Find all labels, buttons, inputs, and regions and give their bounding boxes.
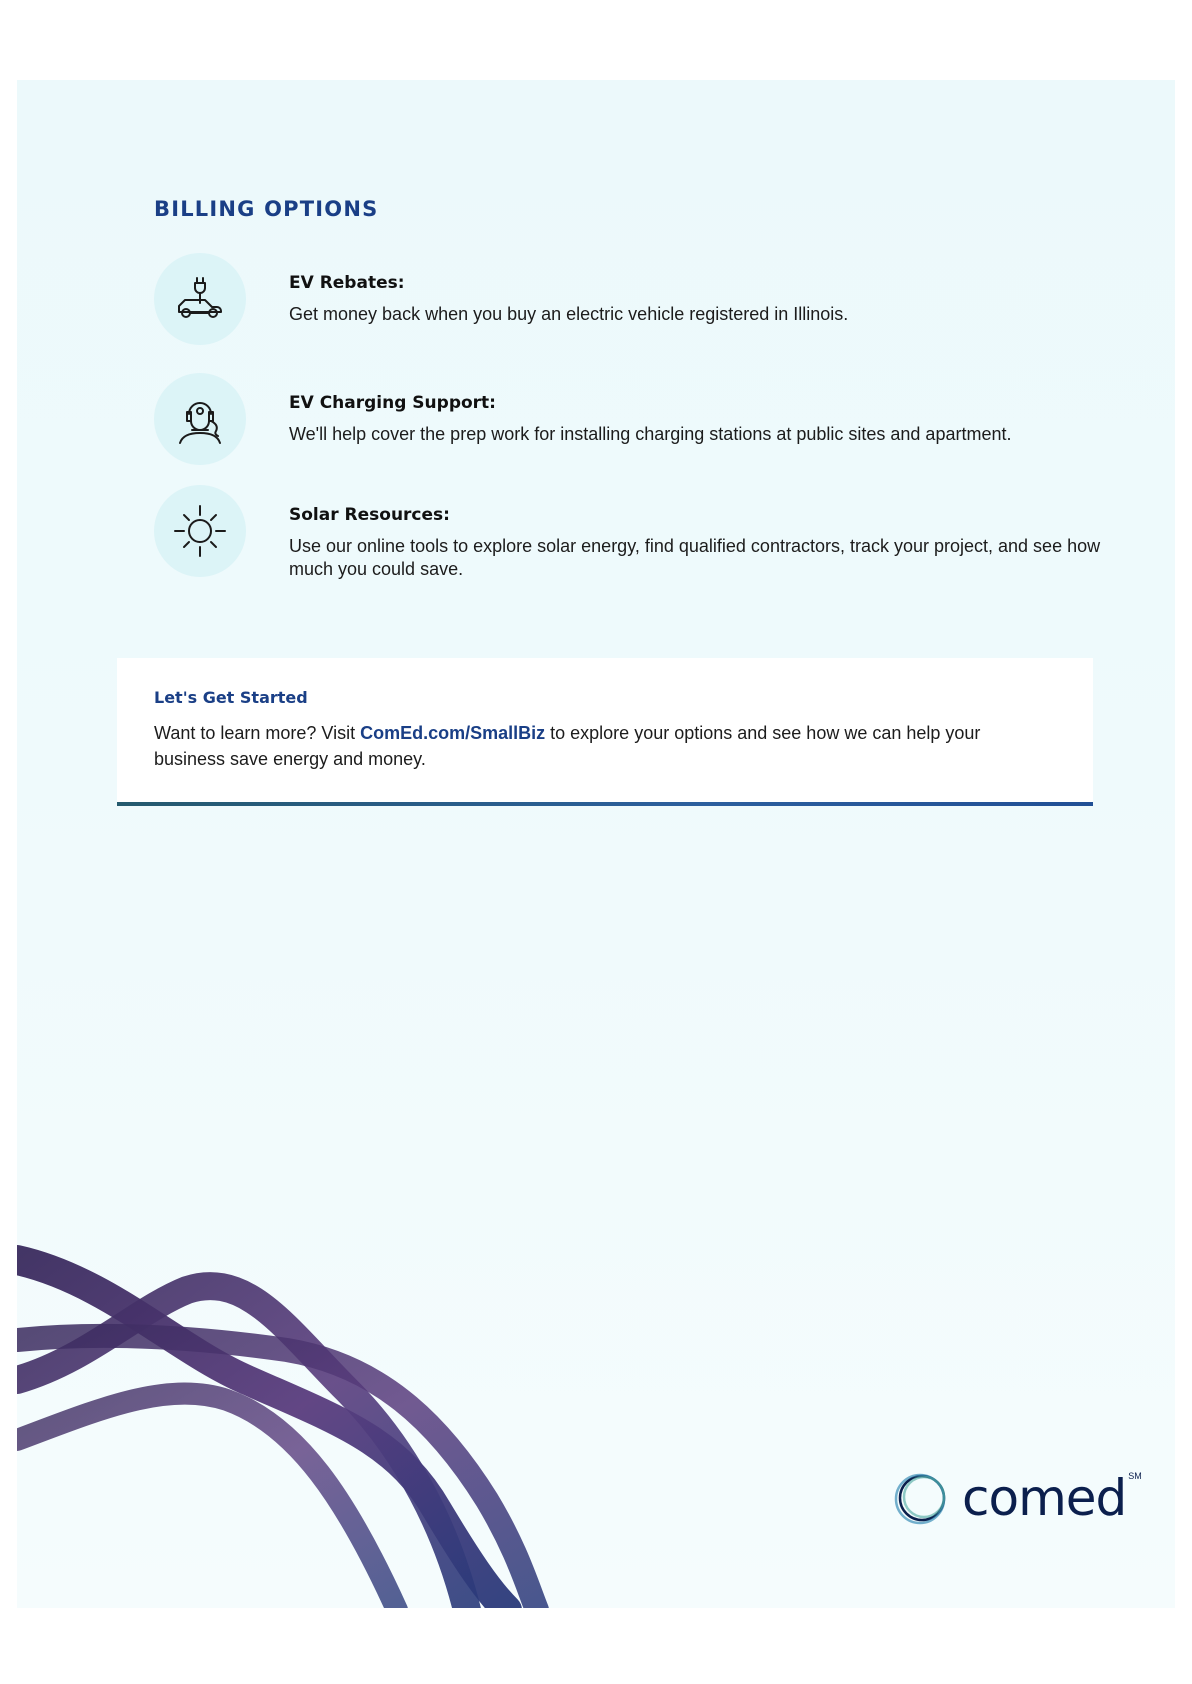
option-description: We'll help cover the prep work for installing charging stations at public sites and apartment. <box>289 424 1012 444</box>
comed-wordmark: comed <box>962 1469 1127 1527</box>
get-started-text-before: Want to learn more? Visit <box>154 723 361 743</box>
support-agent-icon <box>154 373 246 465</box>
smallbiz-link[interactable]: ComEd.com/SmallBiz <box>360 723 546 743</box>
option-heading: EV Charging Support: <box>289 393 496 413</box>
comed-logo-mark-icon <box>892 1468 952 1528</box>
comed-logo <box>892 1468 1142 1528</box>
page-sheet <box>17 80 1175 1608</box>
service-mark: SM <box>1128 1471 1142 1481</box>
option-description: Use our online tools to explore solar energy, find qualified contractors, track your project, and see how much you could save. <box>289 536 1101 579</box>
get-started-box <box>117 658 1093 806</box>
get-started-text <box>154 720 1034 772</box>
get-started-text-after: to explore your options and see how we can help your business save energy and money. <box>154 723 981 769</box>
ev-plug-car-icon <box>154 253 246 345</box>
option-heading: Solar Resources: <box>289 505 450 525</box>
sun-icon <box>154 485 246 577</box>
decorative-waves <box>17 1240 577 1608</box>
option-heading: EV Rebates: <box>289 273 405 293</box>
section-title: BILLING OPTIONS <box>154 197 379 221</box>
get-started-heading: Let's Get Started <box>154 688 308 707</box>
accent-divider <box>117 802 1093 806</box>
option-description: Get money back when you buy an electric vehicle registered in Illinois. <box>289 304 849 324</box>
